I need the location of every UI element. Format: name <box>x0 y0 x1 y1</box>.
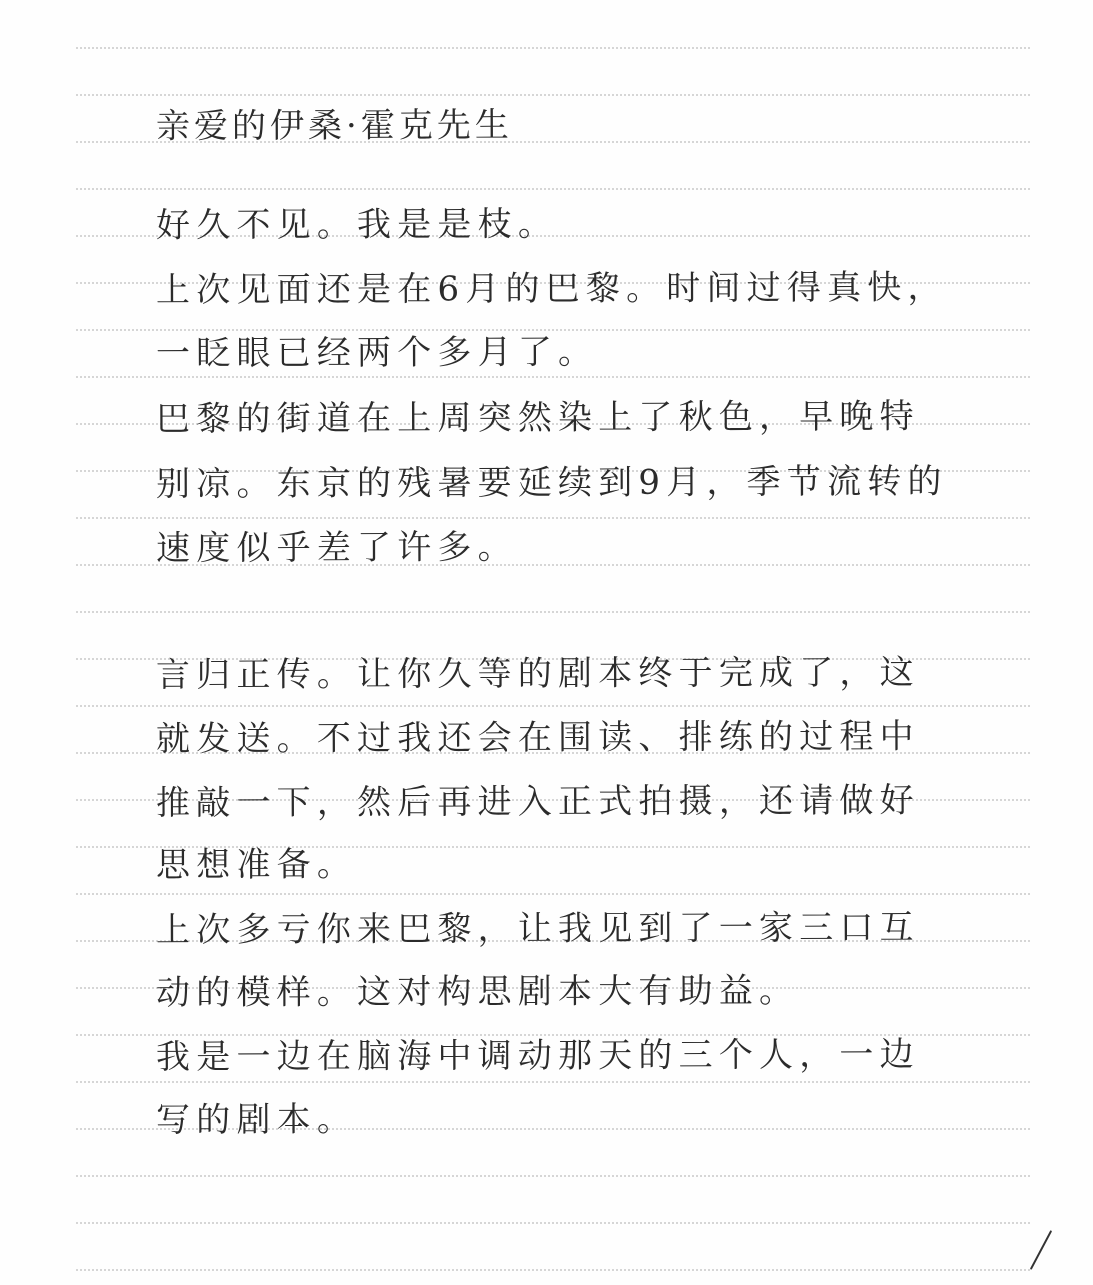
letter-line: 推敲一下，然后再进入正式拍摄，还请做好 <box>155 780 920 824</box>
ruled-line <box>76 1269 1030 1271</box>
ruled-line <box>76 611 1030 613</box>
ruled-line <box>76 188 1030 190</box>
ruled-line <box>76 1175 1030 1177</box>
letter-line: 好久不见。我是是枝。 <box>155 204 559 246</box>
letter-line: 上次见面还是在6月的巴黎。时间过得真快， <box>155 267 948 311</box>
letter-line: 就发送。不过我还会在围读、排练的过程中 <box>155 716 920 760</box>
ruled-line <box>76 94 1030 96</box>
ruled-line <box>76 47 1030 49</box>
letter-greeting: 亲爱的伊桑·霍克先生 <box>155 105 513 147</box>
letter-line: 动的模样。这对构思剧本大有助益。 <box>155 970 800 1014</box>
letter-line: 巴黎的街道在上周突然染上了秋色，早晚特 <box>155 396 920 440</box>
letter-line: 一眨眼已经两个多月了。 <box>155 332 599 374</box>
ruled-line <box>76 705 1030 707</box>
letter-line: 思想准备。 <box>155 844 358 886</box>
letter-line: 言归正传。让你久等的剧本终于完成了，这 <box>155 652 920 696</box>
ruled-line <box>76 329 1030 331</box>
ruled-line <box>76 517 1030 519</box>
letter-line: 我是一边在脑海中调动那天的三个人，一边 <box>155 1034 920 1078</box>
ruled-line <box>76 1222 1030 1224</box>
letter-line: 别凉。东京的残暑要延续到9月，季节流转的 <box>155 461 948 505</box>
page-stroke-mark <box>1030 1230 1052 1270</box>
ruled-line <box>76 893 1030 895</box>
letter-line: 写的剧本。 <box>155 1099 358 1141</box>
ruled-line <box>76 1081 1030 1083</box>
letter-line: 速度似乎差了许多。 <box>155 527 518 569</box>
letter-line: 上次多亏你来巴黎，让我见到了一家三口互 <box>155 907 920 951</box>
ruled-line <box>76 376 1030 378</box>
